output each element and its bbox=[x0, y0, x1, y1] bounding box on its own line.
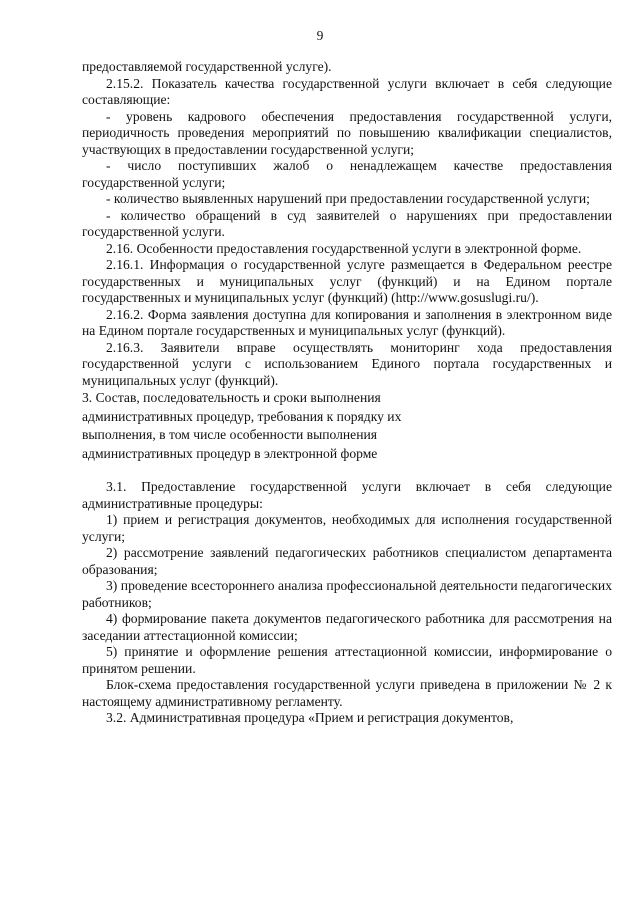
paragraph-2-15-2: 2.15.2. Показатель качества государственной услуги включает в себя следующие составляющие: bbox=[82, 75, 612, 107]
paragraph-2-16-1: 2.16.1. Информация о государственной услуге размещается в Федеральном реестре государственных и муниципальных услуг (функций) и на Едином портале государственных и муниципальных услуг (функций) (http://www.gosuslugi.ru/). bbox=[82, 257, 612, 305]
paragraph-2-16-3: 2.16.3. Заявители вправе осуществлять мониторинг хода предоставления государственной услуги с использованием Единого портала государственных и муниципальных услуг (функций). bbox=[82, 339, 612, 388]
page-number: 9 bbox=[316, 28, 324, 43]
spacer bbox=[82, 463, 612, 479]
procedure-item-2: 2) рассмотрение заявлений педагогических работников специалистом департамента образования; bbox=[82, 545, 612, 577]
list-item-court-appeals: - количество обращений в суд заявителей о нарушениях при предоставлении государственной услуги. bbox=[82, 207, 612, 239]
list-item-violations: - количество выявленных нарушений при предоставлении государственной услуги; bbox=[106, 191, 590, 206]
paragraph-3-1: 3.1. Предоставление государственной услуги включает в себя следующие административные процедуры: bbox=[82, 479, 612, 511]
procedure-item-1: 1) прием и регистрация документов, необходимых для исполнения государственной услуги; bbox=[82, 512, 612, 544]
list-item-staffing: - уровень кадрового обеспечения предоставления государственной услуги, периодичность проведения мероприятий по повышению квалификации специалистов, участвующих в предоставлении государственной услуги; bbox=[82, 108, 612, 157]
section-heading-line: 3. Состав, последовательность и сроки выполнения bbox=[82, 390, 381, 405]
paragraph-flowchart-ref: Блок-схема предоставления государственной услуги приведена в приложении № 2 к настоящему административному регламенту. bbox=[82, 677, 612, 709]
section-heading-line: выполнения, в том числе особенности выполнения bbox=[82, 427, 378, 442]
document-body bbox=[82, 59, 612, 727]
paragraph-2-16: 2.16. Особенности предоставления государственной услуги в электронной форме. bbox=[106, 240, 582, 256]
section-heading-line: административных процедур, требования к порядку их bbox=[82, 408, 402, 424]
paragraph-2-16-2: 2.16.2. Форма заявления доступна для копирования и заполнения в электронном виде на Едином портале государственных и муниципальных услуг (функций). bbox=[82, 306, 612, 338]
section-heading-line: административных процедур в электронной форме bbox=[82, 445, 378, 461]
procedure-item-5: 5) принятие и оформление решения аттестационной комиссии, информирование о принятом решении. bbox=[82, 644, 612, 676]
list-item-complaints: - число поступивших жалоб о ненадлежащем качестве предоставления государственной услуги; bbox=[82, 158, 612, 190]
procedure-item-4: 4) формирование пакета документов педагогического работника для рассмотрения на заседании аттестационной комиссии; bbox=[82, 611, 612, 643]
section-heading bbox=[82, 389, 612, 463]
procedure-item-3: 3) проведение всестороннего анализа профессиональной деятельности педагогических работников; bbox=[82, 578, 612, 610]
paragraph-3-2: 3.2. Административная процедура «Прием и регистрация документов, bbox=[106, 710, 514, 725]
paragraph-continuation: предоставляемой государственной услуге). bbox=[82, 59, 332, 74]
